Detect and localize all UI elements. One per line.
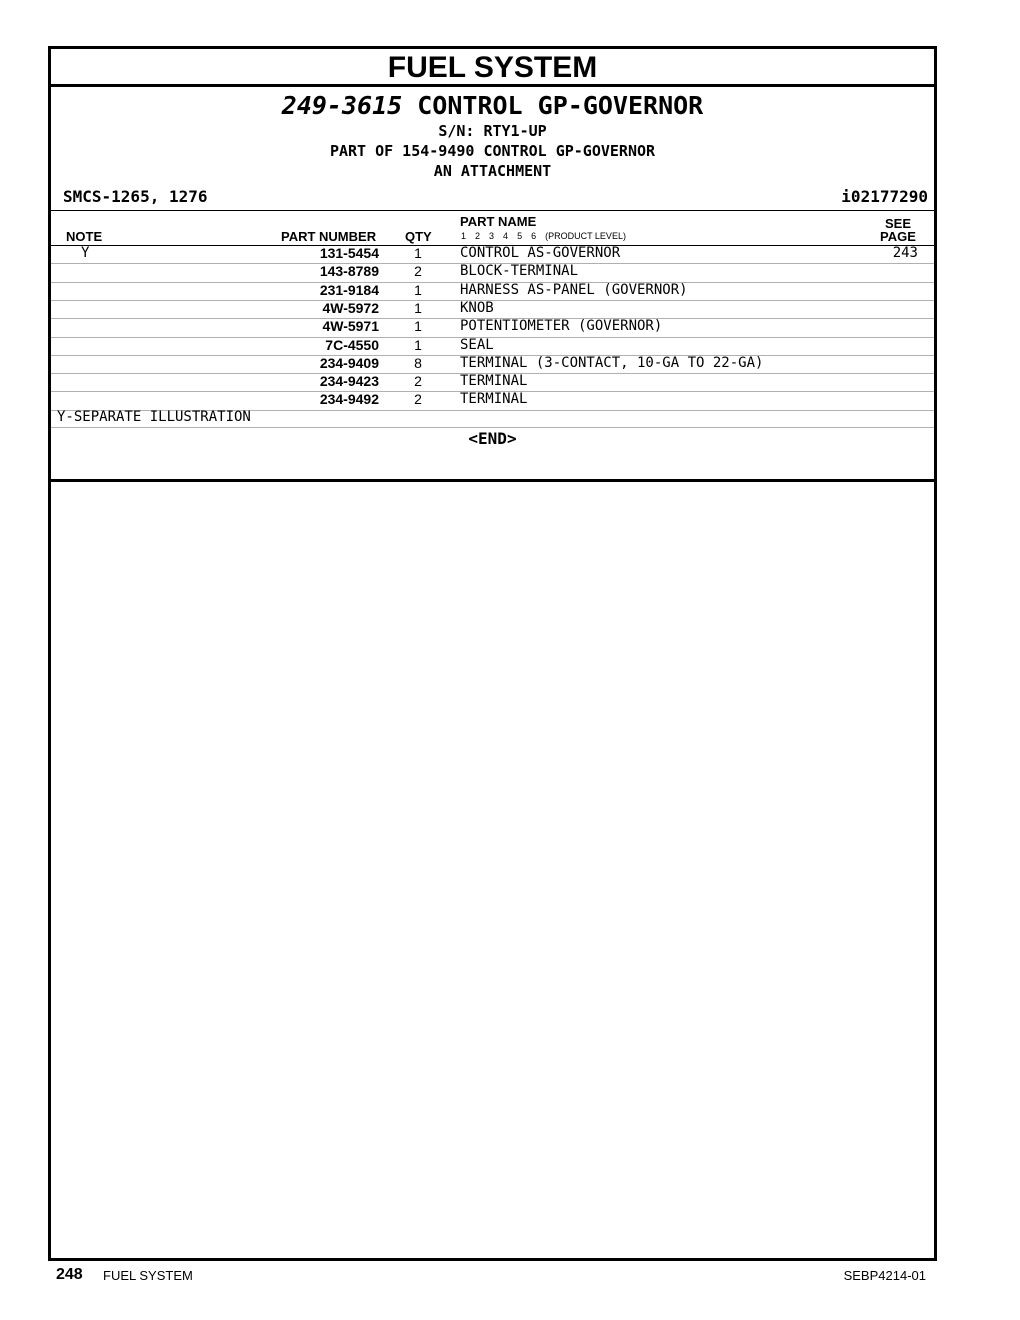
row-part-name: TERMINAL [460,373,528,390]
footer-doc-id: SEBP4214-01 [843,1268,926,1283]
row-qty: 1 [414,318,422,335]
row-part-number: 131-5454 [319,245,379,261]
level-3: 3 [489,231,495,241]
table-row [51,282,934,300]
footer-section: FUEL SYSTEM [103,1268,193,1283]
row-part-number: 143-8789 [319,263,379,280]
table-row [51,263,934,281]
table-row [51,300,934,318]
level-4: 4 [503,231,509,241]
col-header-part-number: PART NUMBER [281,229,377,244]
row-qty: 1 [414,245,422,261]
section-title: FUEL SYSTEM [51,49,934,87]
row-note: Y [81,245,90,261]
row-part-name: SEAL [460,336,494,353]
col-header-see: SEE [885,216,912,231]
end-marker: <END> [468,429,517,448]
row-qty: 1 [414,336,422,353]
page-frame [48,46,937,1261]
footer-page-number: 248 [56,1266,83,1283]
row-part-number: 4W-5972 [322,299,379,316]
row-part-name: BLOCK-TERMINAL [460,263,579,280]
group-title [51,91,934,120]
row-part-number: 4W-5971 [322,318,379,335]
row-part-number: 234-9423 [319,373,379,390]
row-part-name: TERMINAL (3-CONTACT, 10-GA TO 22-GA) [460,354,764,371]
row-part-number: 231-9184 [319,281,379,298]
row-part-number: 7C-4550 [325,336,379,353]
col-header-part-name: PART NAME [460,214,537,229]
smcs-codes: SMCS-1265, 1276 [63,187,208,206]
row-part-number: 234-9409 [319,354,379,371]
level-5: 5 [517,231,523,241]
table-row [51,245,934,263]
level-2: 2 [475,231,481,241]
row-see-page: 243 [892,245,918,261]
row-qty: 1 [414,299,422,316]
col-header-qty: QTY [405,229,432,244]
section-bottom-rule [51,479,934,482]
row-qty: 8 [414,354,422,371]
col-header-note: NOTE [66,229,103,244]
row-qty: 2 [414,263,422,280]
table-row [51,337,934,355]
serial-number: S/N: RTY1-UP [438,122,547,140]
col-header-page: PAGE [880,229,916,244]
table-row [51,373,934,391]
row-qty: 2 [414,373,422,390]
row-qty: 2 [414,391,422,408]
row-part-name: HARNESS AS-PANEL (GOVERNOR) [460,281,688,298]
product-level-label: (PRODUCT LEVEL) [545,231,626,241]
row-part-name: TERMINAL [460,391,528,408]
row-part-name: CONTROL AS-GOVERNOR [460,245,621,261]
row-part-name: POTENTIOMETER (GOVERNOR) [460,318,663,335]
group-name: CONTROL GP-GOVERNOR [417,91,704,120]
level-6: 6 [531,231,537,241]
row-part-number: 234-9492 [319,391,379,408]
illustration-id: i02177290 [841,187,928,206]
row-qty: 1 [414,281,422,298]
level-1: 1 [461,231,467,241]
header-top-rule [51,210,934,211]
note-legend: Y-SEPARATE ILLUSTRATION [57,409,251,425]
part-of-line: PART OF 154-9490 CONTROL GP-GOVERNOR [329,142,656,160]
table-row [51,318,934,336]
note-rule [51,427,934,428]
row-part-name: KNOB [460,299,494,316]
group-number: 249-3615 [281,91,403,120]
attachment-line: AN ATTACHMENT [433,162,552,180]
table-row [51,391,934,409]
product-levels [461,231,635,241]
table-row [51,355,934,373]
